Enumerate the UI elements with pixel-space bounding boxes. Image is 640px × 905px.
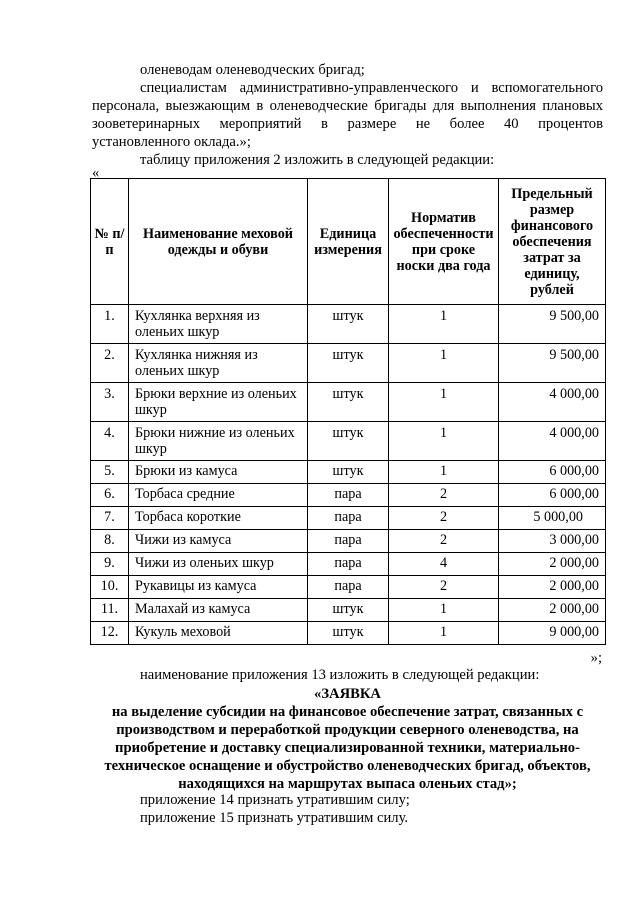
row-limit: 5 000,00 [499, 507, 606, 530]
row-unit: пара [308, 507, 389, 530]
table-row [91, 530, 606, 553]
row-norm: 1 [389, 305, 499, 344]
row-limit: 4 000,00 [499, 383, 606, 422]
row-norm: 2 [389, 507, 499, 530]
zayavka-line-2: производством и переработкой продукции северного оленеводства, на [116, 722, 579, 738]
row-unit: штук [308, 422, 389, 461]
table-row [91, 576, 606, 599]
row-unit: пара [308, 553, 389, 576]
header-name: Наименование меховой одежды и обуви [129, 179, 308, 305]
row-name: Чижи из камуса [129, 530, 308, 553]
row-name: Кухлянка верхняя из оленьих шкур [129, 305, 308, 344]
header-unit: Единица измерения [308, 179, 389, 305]
zayavka-line-5: находящихся на маршрутах выпаса оленьих стад»; [178, 776, 517, 792]
table-header-row [91, 179, 606, 305]
intro-line-1: оленеводам оленеводческих бригад; [140, 62, 365, 78]
row-name: Чижи из оленьих шкур [129, 553, 308, 576]
zayavka-title: «ЗАЯВКА [314, 686, 381, 702]
row-name: Кухлянка нижняя из оленьих шкур [129, 344, 308, 383]
row-norm: 1 [389, 422, 499, 461]
fur-clothing-table [90, 178, 606, 645]
intro-line-4 [92, 116, 603, 133]
row-limit: 6 000,00 [499, 461, 606, 484]
row-unit: штук [308, 344, 389, 383]
header-limit: Предельный размер финансового обеспечения затрат за единицу, рублей [499, 179, 606, 305]
row-name: Брюки нижние из оленьих шкур [129, 422, 308, 461]
final-line-1: приложение 14 признать утратившим силу; [140, 792, 410, 808]
zayavka-line-3: приобретение и доставку специализированной техники, материально- [115, 740, 580, 756]
row-name: Кукуль меховой [129, 622, 308, 645]
row-num: 5. [91, 461, 129, 484]
table-row [91, 461, 606, 484]
row-unit: пара [308, 530, 389, 553]
row-num: 1. [91, 305, 129, 344]
row-num: 8. [91, 530, 129, 553]
row-unit: пара [308, 484, 389, 507]
intro-line-2 [140, 80, 603, 97]
table-row [91, 599, 606, 622]
zayavka-line-1: на выделение субсидии на финансовое обеспечение затрат, связанных с [111, 704, 584, 720]
zayavka-line-4: техническое оснащение и обустройство оленеводческих бригад, объектов, [104, 758, 591, 774]
table-row [91, 622, 606, 645]
row-num: 4. [91, 422, 129, 461]
row-norm: 4 [389, 553, 499, 576]
row-limit: 2 000,00 [499, 599, 606, 622]
row-limit: 6 000,00 [499, 484, 606, 507]
table-row [91, 305, 606, 344]
open-quote: « [92, 165, 100, 181]
row-norm: 2 [389, 484, 499, 507]
row-unit: штук [308, 461, 389, 484]
row-norm: 1 [389, 622, 499, 645]
annex13-intro: наименование приложения 13 изложить в следующей редакции: [140, 667, 540, 683]
row-num: 7. [91, 507, 129, 530]
row-limit: 9 500,00 [499, 344, 606, 383]
intro-line-3-text: персонала, выезжающим в оленеводческие бригады для выполнения плановых [92, 98, 603, 114]
intro-line-5: установленного оклада.»; [92, 134, 251, 150]
row-name: Торбаса средние [129, 484, 308, 507]
row-limit: 2 000,00 [499, 553, 606, 576]
intro-line-3 [92, 98, 603, 115]
row-limit: 4 000,00 [499, 422, 606, 461]
row-norm: 1 [389, 344, 499, 383]
row-num: 9. [91, 553, 129, 576]
row-unit: штук [308, 599, 389, 622]
row-norm: 2 [389, 576, 499, 599]
row-num: 10. [91, 576, 129, 599]
row-limit: 2 000,00 [499, 576, 606, 599]
row-norm: 1 [389, 461, 499, 484]
table-row [91, 553, 606, 576]
table-row [91, 507, 606, 530]
intro-line-2-text: специалистам административно-управленческого и вспомогательного [140, 80, 603, 96]
row-unit: штук [308, 383, 389, 422]
header-norm: Норматив обеспеченности при сроке носки два года [389, 179, 499, 305]
row-unit: штук [308, 305, 389, 344]
row-num: 11. [91, 599, 129, 622]
table-row [91, 422, 606, 461]
intro-line-4-text: зооветеринарных мероприятий в размере не более 40 процентов [92, 116, 603, 132]
row-norm: 2 [389, 530, 499, 553]
row-norm: 1 [389, 383, 499, 422]
header-num: № п/п [91, 179, 129, 305]
row-unit: пара [308, 576, 389, 599]
row-name: Рукавицы из камуса [129, 576, 308, 599]
close-quote: »; [590, 650, 602, 666]
row-num: 12. [91, 622, 129, 645]
final-line-2: приложение 15 признать утратившим силу. [140, 810, 409, 826]
row-num: 2. [91, 344, 129, 383]
row-unit: штук [308, 622, 389, 645]
table-row [91, 383, 606, 422]
row-limit: 3 000,00 [499, 530, 606, 553]
row-name: Брюки верхние из оленьих шкур [129, 383, 308, 422]
table-row [91, 484, 606, 507]
row-limit: 9 000,00 [499, 622, 606, 645]
row-norm: 1 [389, 599, 499, 622]
row-limit: 9 500,00 [499, 305, 606, 344]
row-name: Торбаса короткие [129, 507, 308, 530]
intro-line-6: таблицу приложения 2 изложить в следующей редакции: [140, 152, 495, 168]
row-num: 6. [91, 484, 129, 507]
row-name: Брюки из камуса [129, 461, 308, 484]
table-row [91, 344, 606, 383]
row-num: 3. [91, 383, 129, 422]
row-name: Малахай из камуса [129, 599, 308, 622]
